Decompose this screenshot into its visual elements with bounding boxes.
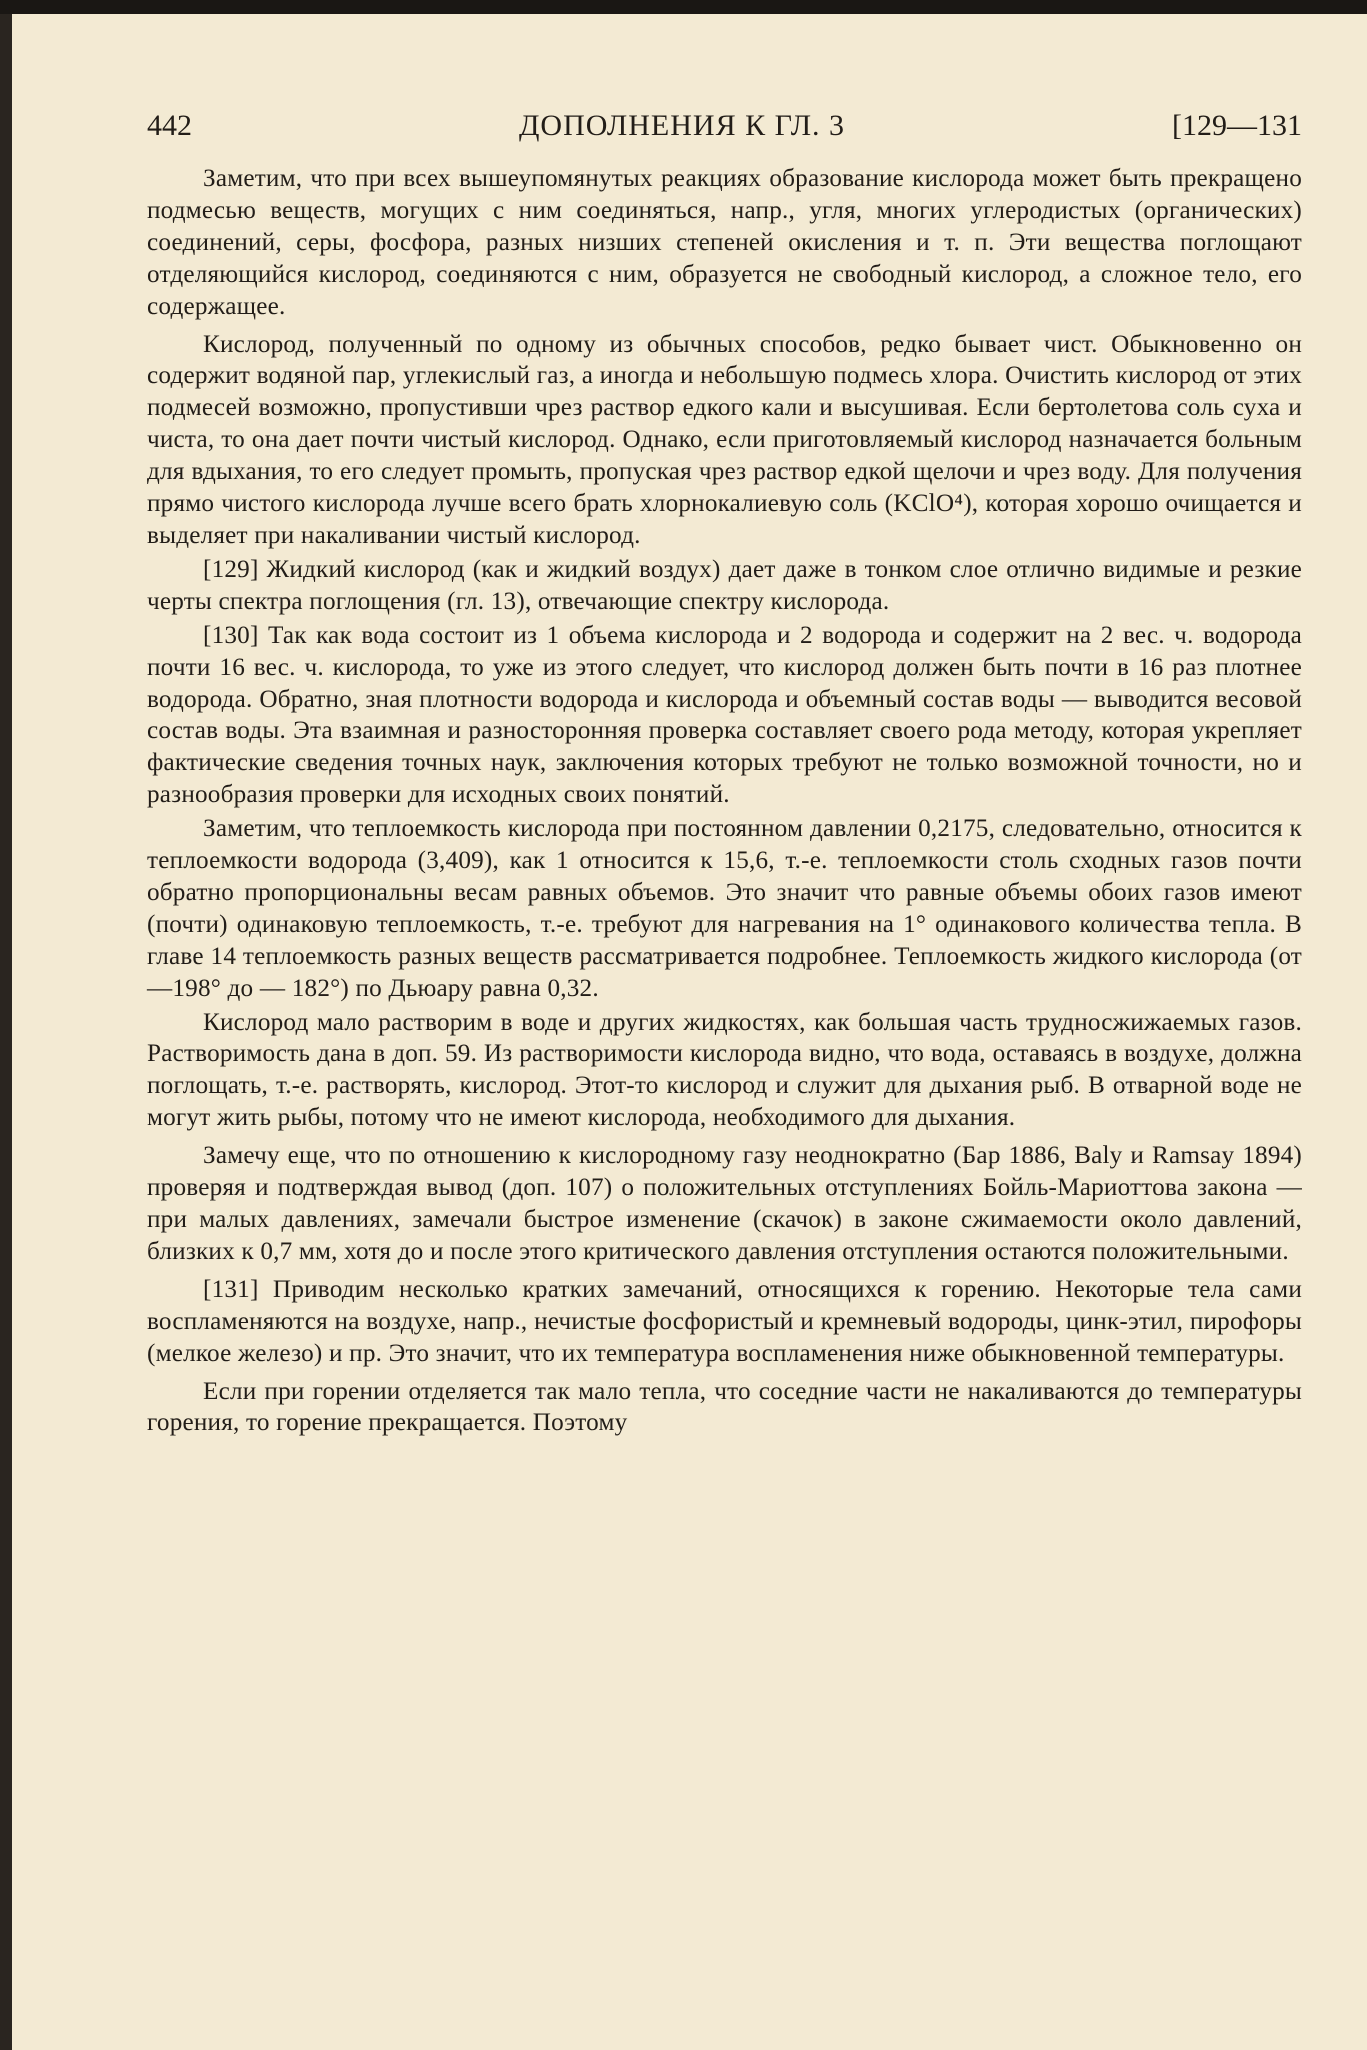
chapter-title: ДОПОЛНЕНИЯ К ГЛ. 3 <box>518 109 846 142</box>
book-page <box>0 14 1367 2050</box>
paragraph: Заметим, что при всех вышеупомянутых реакциях образование кислорода может быть прекращено подмесью веществ, могущих с ним соединяться, напр., угля, многих углеродистых (органических) соединений, серы, фосфора, разных низших степеней окисления и т. п. Эти вещества поглощают отделяющийся кислород, соединяются с ним, образуется не свободный кислород, а сложное тело, его содержащее. <box>147 165 1302 320</box>
paragraph: [131] Приводим несколько кратких замечаний, относящихся к горению. Некоторые тела сами воспламеняются на воздухе, напр., нечистые фосфористый и кремневый водороды, цинк-этил, пирофоры (мелкое железо) и пр. Это значит, что их температура воспламенения ниже обыкновенной температуры. <box>147 1275 1302 1367</box>
paragraph: Замечу еще, что по отношению к кислородному газу неоднократно (Бар 1886, Baly и Ramsay 1894) проверяя и подтверждая вывод (доп. 107) о положительных отступлениях Бойль-Мариоттова закона — при малых давлениях, замечали быстрое изменение (скачок) в законе сжимаемости около давлений, близких к 0,7 мм, хотя до и после этого критического давления отступления остаются положительными. <box>147 1142 1302 1265</box>
paragraph: Если при горении отделяется так мало тепла, что соседние части не накаливаются до температуры горения, то горение прекращается. Поэтому <box>147 1377 1302 1437</box>
paragraph: Заметим, что теплоемкость кислорода при постоянном давлении 0,2175, следовательно, относится к теплоемкости водорода (3,409), как 1 относится к 15,6, т.-е. теплоемкости столь сходных газов почти обратно пропорциональны весам равных объемов. Это значит что равные объемы обоих газов имеют (почти) одинаковую теплоемкость, т.-е. требуют для нагревания на 1° одинакового количества тепла. В главе 14 теплоемкость разных веществ рассматривается подробнее. Теплоемкость жидкого кислорода (от —198° до — 182°) по Дьюару равна 0,32. <box>147 815 1302 1002</box>
page-number: 442 <box>147 109 192 142</box>
page-content <box>147 109 1302 1445</box>
page-body <box>147 163 1302 1439</box>
paragraph: Кислород мало растворим в воде и других жидкостях, как большая часть трудносжижаемых газов. Растворимость дана в доп. 59. Из растворимости кислорода видно, что вода, оставаясь в воздухе, должна поглощать, т.-е. растворять, кислород. Этот-то кислород и служит для дыхания рыб. В отварной воде не могут жить рыбы, потому что не имеют кислорода, необходимого для дыхания. <box>147 1008 1302 1132</box>
paragraph: Кислород, полученный по одному из обычных способов, редко бывает чист. Обыкновенно он содержит водяной пар, углекислый газ, а иногда и небольшую подмесь хлора. Очистить кислород от этих подмесей возможно, пропустивши чрез раствор едкого кали и высушивая. Если бертолетова соль суха и чиста, то она дает почти чистый кислород. Однако, если приготовляемый кислород назначается больным для вдыхания, то его следует промыть, пропуская чрез раствор едкой щелочи и чрез воду. Для получения прямо чистого кислорода лучше всего брать хлорнокалиевую соль (KClO⁴), которая хорошо очищается и выделяет при накаливании чистый кислород. <box>147 330 1302 549</box>
section-range: [129—131 <box>1172 109 1302 142</box>
paragraph: [130] Так как вода состоит из 1 объема кислорода и 2 водорода и содержит на 2 вес. ч. водорода почти 16 вес. ч. кислорода, то уже из этого следует, что кислород должен быть почти в 16 раз плотнее водорода. Обратно, зная плотности водорода и кислорода и объемный состав воды — выводится весовой состав воды. Эта взаимная и разносторонняя проверка составляет своего рода методу, которая укрепляет фактические сведения точных наук, заключения которых требуют не только возможной точности, но и разнообразия проверки для исходных своих понятий. <box>147 621 1302 809</box>
running-header <box>147 109 1302 143</box>
paragraph: [129] Жидкий кислород (как и жидкий воздух) дает даже в тонком слое отлично видимые и резкие черты спектра поглощения (гл. 13), отвечающие спектру кислорода. <box>147 555 1302 615</box>
